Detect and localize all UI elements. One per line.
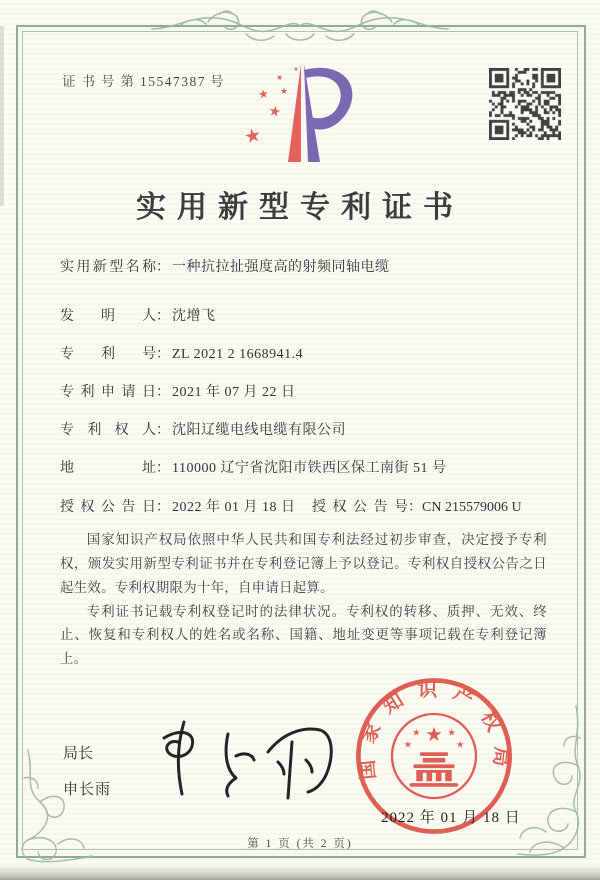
- svg-text:★: ★: [425, 723, 443, 747]
- field-label: 实用新型名称: [60, 260, 156, 275]
- field-value: 沈增飞: [172, 309, 216, 324]
- field-address: 地址： 110000 辽宁省沈阳市铁西区保工南街 51 号: [60, 457, 446, 477]
- svg-text:★: ★: [267, 103, 283, 122]
- field-label: 发明人: [60, 309, 156, 324]
- field-utility-model-name: 实用新型名称： 一种抗拉扯强度高的射频同轴电缆: [60, 256, 390, 276]
- field-value: ZL 2021 2 1668941.4: [172, 347, 304, 362]
- svg-text:★: ★: [275, 72, 285, 83]
- svg-text:★: ★: [293, 66, 299, 73]
- field-value: 沈阳辽缆电线电缆有限公司: [172, 423, 346, 438]
- field-value: 一种抗拉扯强度高的射频同轴电缆: [172, 260, 390, 275]
- signer-name: 申长雨: [63, 781, 112, 798]
- field-label: 授权公告号: [312, 500, 408, 515]
- svg-text:★: ★: [455, 739, 465, 751]
- certificate-number: [62, 70, 224, 90]
- field-label: 专利权人: [60, 423, 156, 438]
- seal-text: 国家知识产权局: [356, 680, 512, 782]
- scan-shadow-bottom: [0, 864, 600, 880]
- certificate-number-value: 15547387: [140, 74, 206, 89]
- svg-text:★: ★: [412, 727, 421, 739]
- field-grant-number: 授权公告号：CN 215579006 U: [312, 496, 522, 516]
- seal-emblem: [404, 723, 465, 787]
- legal-text-block: [60, 528, 547, 671]
- field-value: 2021 年 07 月 22 日: [172, 385, 296, 400]
- seal-date: 2022 年 01 月 18 日: [381, 810, 521, 826]
- cnipa-logo-icon: [238, 58, 368, 170]
- svg-text:★: ★: [447, 727, 456, 739]
- field-inventor: 发明人： 沈增飞: [60, 305, 216, 325]
- field-value: 110000 辽宁省沈阳市铁西区保工南街 51 号: [172, 461, 447, 476]
- page-number: 第 1 页 (共 2 页): [247, 838, 353, 850]
- field-patentee: 专利权人： 沈阳辽缆电线电缆有限公司: [60, 419, 346, 439]
- field-label: 地址: [60, 461, 156, 476]
- svg-text:★: ★: [403, 739, 413, 751]
- field-filing-date: 专利申请日： 2021 年 07 月 22 日: [60, 381, 296, 401]
- svg-text:★: ★: [279, 87, 289, 97]
- svg-text:★: ★: [242, 123, 264, 149]
- handwritten-signature-icon: [140, 712, 340, 812]
- svg-text:★: ★: [257, 86, 270, 102]
- page-title: 实用新型专利证书: [136, 191, 464, 224]
- signer-role: 局长: [63, 745, 94, 762]
- certificate-number-suffix: 号: [210, 74, 224, 89]
- scan-shadow-left: [0, 26, 4, 206]
- field-label: 授权公告日: [60, 500, 156, 515]
- field-label: 专利号: [60, 347, 156, 362]
- top-dragon-ornament-icon: [150, 4, 450, 54]
- signer-block: [63, 742, 111, 799]
- legal-paragraph-2: 专利证书记载专利权登记时的法律状况。专利权的转移、质押、无效、终止、恢复和专利权人的姓名或名称、国籍、地址变更等事项记载在专利登记簿上。: [60, 603, 547, 667]
- legal-paragraph-1: 国家知识产权局依照中华人民共和国专利法经过初步审查，决定授予专利权，颁发实用新型专利证书并在专利登记簿上予以登记。专利权自授权公告之日起生效。专利权期限为十年，自申请日起算。: [60, 532, 547, 595]
- field-label: 专利申请日: [60, 385, 156, 400]
- field-value: 2022 年 01 月 18 日: [172, 500, 296, 515]
- qr-code-icon: [489, 68, 561, 140]
- certificate-number-prefix: 证书号第: [62, 74, 140, 89]
- field-value: CN 215579006 U: [422, 500, 522, 515]
- field-grant-date: 授权公告日： 2022 年 01 月 18 日: [60, 496, 296, 516]
- field-patent-number: 专利号： ZL 2021 2 1668941.4: [60, 343, 303, 363]
